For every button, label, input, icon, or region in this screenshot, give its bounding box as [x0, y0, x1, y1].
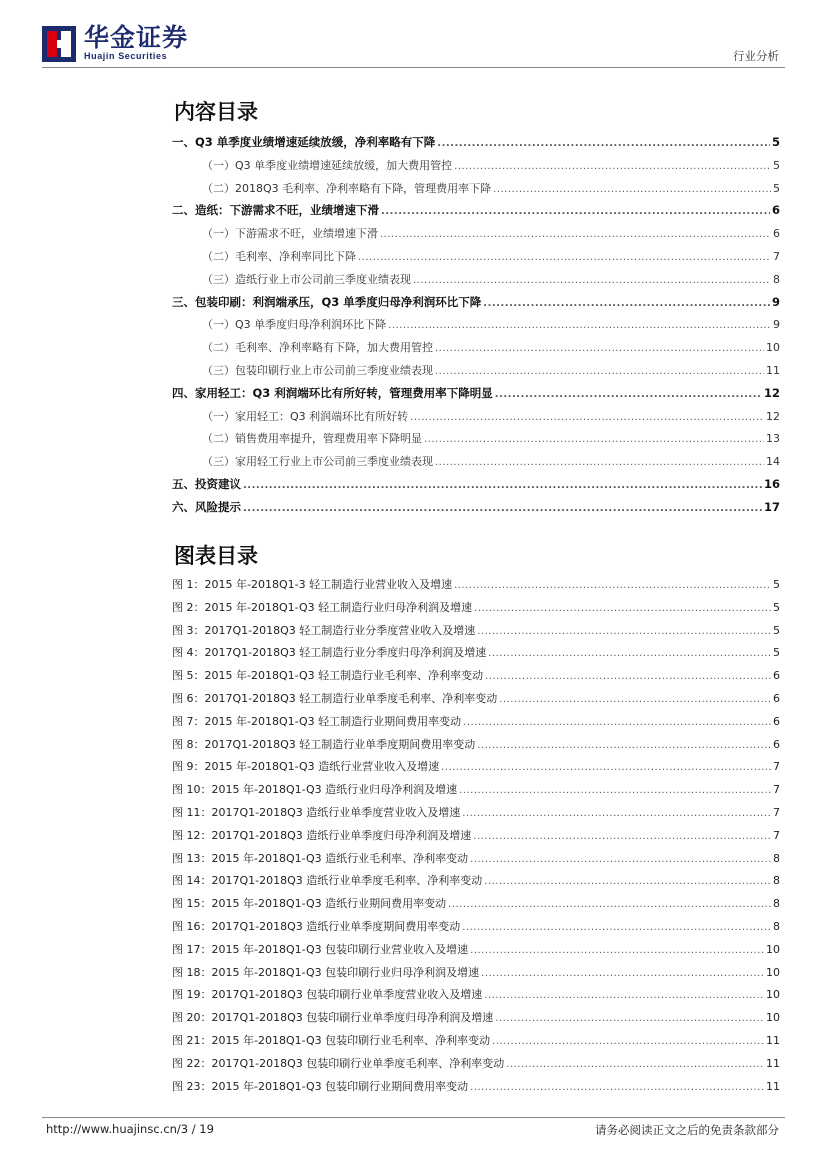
- dot-leader: [435, 366, 764, 377]
- toc-entry-text: （一）Q3 单季度归母净利润环比下降: [202, 318, 387, 332]
- dot-leader: [448, 899, 771, 910]
- dot-leader: [454, 161, 771, 172]
- toc-page-number: 8: [773, 874, 780, 888]
- dot-leader: [454, 580, 771, 591]
- report-category: 行业分析: [733, 49, 779, 63]
- toc-entry-text: （一）下游需求不旺，业绩增速下滑: [202, 227, 378, 241]
- toc-entry-text: 图 15：2015 年-2018Q1-Q3 造纸行业期间费用率变动: [172, 897, 447, 911]
- toc-page-number: 5: [773, 181, 780, 195]
- toc-entry-text: 图 8：2017Q1-2018Q3 轻工制造行业单季度期间费用率变动: [172, 737, 476, 751]
- dot-leader: [463, 717, 771, 728]
- huajin-logo-icon: [42, 26, 76, 62]
- toc-entry-text: 五、投资建议: [172, 476, 241, 491]
- toc-page-number: 6: [773, 691, 780, 705]
- figure-entry[interactable]: [172, 964, 780, 987]
- toc-entry-text: 六、风险提示: [172, 499, 241, 514]
- toc-page-number: 13: [766, 432, 780, 446]
- toc-page-number: 17: [763, 499, 780, 514]
- toc-page-number: 12: [763, 385, 780, 400]
- toc-page-number: 6: [771, 203, 780, 218]
- dot-leader: [470, 945, 764, 956]
- toc-page-number: 9: [771, 294, 780, 309]
- toc-page-number: 8: [773, 897, 780, 911]
- toc-entry-text: 图 3：2017Q1-2018Q3 轻工制造行业分季度营业收入及增速: [172, 623, 476, 637]
- dot-leader: [499, 694, 771, 705]
- dot-leader: [474, 603, 771, 614]
- figure-entry[interactable]: [172, 1009, 780, 1032]
- figure-entry[interactable]: [172, 804, 780, 827]
- toc-entry-text: 图 18：2015 年-2018Q1-Q3 包装印刷行业归母净利润及增速: [172, 965, 480, 979]
- toc-entry-text: （一）Q3 单季度业绩增速延续放缓，加大费用管控: [202, 158, 453, 172]
- toc-entry-text: 图 12：2017Q1-2018Q3 造纸行业单季度归母净利润及增速: [172, 828, 472, 842]
- toc-page-number: 10: [766, 1011, 780, 1025]
- figure-entry[interactable]: [172, 736, 780, 759]
- toc-entry-text: 图 1：2015 年-2018Q1-3 轻工制造行业营业收入及增速: [172, 578, 453, 591]
- contents-list: [172, 134, 780, 522]
- toc-entry-text: 图 11：2017Q1-2018Q3 造纸行业单季度营业收入及增速: [172, 805, 461, 819]
- toc-page-number: 5: [773, 158, 780, 172]
- dot-leader: [424, 434, 764, 445]
- figure-entry[interactable]: [172, 576, 780, 599]
- toc-page-number: 7: [773, 805, 780, 819]
- toc-page-number: 11: [766, 1079, 780, 1093]
- contents-entry[interactable]: [172, 453, 780, 476]
- toc-entry-text: （三）家用轻工行业上市公司前三季度业绩表现: [202, 455, 433, 469]
- toc-entry-text: 图 13：2015 年-2018Q1-Q3 造纸行业毛利率、净利率变动: [172, 851, 469, 865]
- toc-entry-text: （二）毛利率、净利率略有下降，加大费用管控: [202, 341, 433, 355]
- contents-entry[interactable]: [172, 157, 780, 180]
- dot-leader: [477, 626, 771, 637]
- dot-leader: [495, 389, 762, 400]
- figure-entry[interactable]: [172, 667, 780, 690]
- toc-entry-text: 图 10：2015 年-2018Q1-Q3 造纸行业归母净利润及增速: [172, 783, 458, 797]
- toc-page-number: 6: [773, 227, 780, 241]
- toc-page-number: 6: [773, 714, 780, 728]
- dot-leader: [485, 671, 771, 682]
- logo-chinese-name: 华金证券: [84, 23, 189, 52]
- dot-leader: [388, 320, 771, 331]
- contents-entry[interactable]: [172, 499, 780, 522]
- toc-page-number: 5: [773, 646, 780, 660]
- toc-entry-text: 图 19：2017Q1-2018Q3 包装印刷行业单季度营业收入及增速: [172, 988, 483, 1002]
- figure-entry[interactable]: [172, 781, 780, 804]
- toc-entry-text: 图 6：2017Q1-2018Q3 轻工制造行业单季度毛利率、净利率变动: [172, 691, 498, 705]
- dot-leader: [410, 412, 764, 423]
- dot-leader: [470, 1082, 764, 1093]
- toc-page-number: 8: [773, 272, 780, 286]
- figures-list: [172, 576, 780, 1100]
- footer-disclaimer: 请务必阅读正文之后的免责条款部分: [595, 1123, 779, 1137]
- toc-page-number: 11: [766, 363, 780, 377]
- dot-leader: [380, 229, 771, 240]
- toc-entry-text: （二）2018Q3 毛利率、净利率略有下降，管理费用率下降: [202, 181, 492, 195]
- page-header: [0, 0, 827, 72]
- toc-entry-text: 图 20：2017Q1-2018Q3 包装印刷行业单季度归母净利润及增速: [172, 1011, 494, 1025]
- dot-leader: [470, 854, 771, 865]
- figure-entry[interactable]: [172, 1078, 780, 1101]
- dot-leader: [358, 252, 771, 263]
- contents-entry[interactable]: [172, 316, 780, 339]
- figure-entry[interactable]: [172, 690, 780, 713]
- toc-page-number: 11: [766, 1033, 780, 1047]
- figures-title: 图表目录: [174, 544, 258, 568]
- toc-page-number: 6: [773, 669, 780, 683]
- contents-entry[interactable]: [172, 180, 780, 203]
- toc-page-number: 8: [773, 919, 780, 933]
- toc-page-number: 6: [773, 737, 780, 751]
- figure-entry[interactable]: [172, 941, 780, 964]
- dot-leader: [462, 808, 771, 819]
- dot-leader: [413, 275, 771, 286]
- contents-entry[interactable]: [172, 339, 780, 362]
- dot-leader: [477, 740, 771, 751]
- contents-entry[interactable]: [172, 476, 780, 499]
- contents-entry[interactable]: [172, 385, 780, 408]
- footer-url[interactable]: http://www.huajinsc.cn/3 / 19: [46, 1122, 214, 1136]
- toc-entry-text: 图 22：2017Q1-2018Q3 包装印刷行业单季度毛利率、净利率变动: [172, 1056, 505, 1070]
- toc-page-number: 14: [766, 455, 780, 469]
- toc-entry-text: 图 23：2015 年-2018Q1-Q3 包装印刷行业期间费用率变动: [172, 1079, 469, 1093]
- toc-entry-text: 一、Q3 单季度业绩增速延续放缓，净利率略有下降: [172, 135, 436, 149]
- figure-entry[interactable]: [172, 599, 780, 622]
- dot-leader: [473, 831, 771, 842]
- toc-page-number: 5: [773, 623, 780, 637]
- toc-entry-text: 图 7：2015 年-2018Q1-Q3 轻工制造行业期间费用率变动: [172, 714, 462, 728]
- figure-entry[interactable]: [172, 872, 780, 895]
- contents-entry[interactable]: [172, 248, 780, 271]
- toc-entry-text: 四、家用轻工：Q3 利润端环比有所好转，管理费用率下降明显: [172, 385, 493, 400]
- contents-entry[interactable]: [172, 294, 780, 317]
- contents-entry[interactable]: [172, 202, 780, 225]
- figure-entry[interactable]: [172, 758, 780, 781]
- toc-entry-text: （三）造纸行业上市公司前三季度业绩表现: [202, 272, 411, 286]
- toc-page-number: 8: [773, 851, 780, 865]
- footer-divider: [42, 1117, 785, 1118]
- toc-page-number: 7: [773, 828, 780, 842]
- figure-entry[interactable]: [172, 1032, 780, 1055]
- toc-entry-text: （二）毛利率、净利率同比下降: [202, 249, 356, 263]
- toc-page-number: 10: [766, 988, 780, 1002]
- toc-page-number: 10: [766, 341, 780, 355]
- figure-entry[interactable]: [172, 895, 780, 918]
- figure-entry[interactable]: [172, 1055, 780, 1078]
- toc-page-number: 10: [766, 942, 780, 956]
- dot-leader: [462, 922, 771, 933]
- dot-leader: [435, 343, 764, 354]
- dot-leader: [492, 1036, 764, 1047]
- toc-entry-text: 三、包装印刷：利润端承压，Q3 单季度归母净利润环比下降: [172, 294, 482, 309]
- toc-entry-text: （二）销售费用率提升，管理费用率下降明显: [202, 432, 422, 446]
- figure-entry[interactable]: [172, 850, 780, 873]
- contents-entry[interactable]: [172, 408, 780, 431]
- figure-entry[interactable]: [172, 622, 780, 645]
- toc-entry-text: （三）包装印刷行业上市公司前三季度业绩表现: [202, 363, 433, 377]
- toc-page-number: 5: [773, 600, 780, 614]
- toc-page-number: 7: [773, 760, 780, 774]
- logo-english-name: Huajin Securities: [84, 51, 168, 61]
- toc-page-number: 9: [773, 318, 780, 332]
- toc-page-number: 16: [763, 476, 780, 491]
- toc-entry-text: （一）家用轻工：Q3 利润端环比有所好转: [202, 409, 409, 423]
- toc-entry-text: 图 4：2017Q1-2018Q3 轻工制造行业分季度归母净利润及增速: [172, 646, 487, 660]
- toc-page-number: 5: [773, 578, 780, 591]
- toc-page-number: 5: [771, 135, 780, 149]
- toc-entry-text: 图 5：2015 年-2018Q1-Q3 轻工制造行业毛利率、净利率变动: [172, 669, 484, 683]
- dot-leader: [435, 457, 764, 468]
- toc-page-number: 7: [773, 249, 780, 263]
- dot-leader: [441, 762, 771, 773]
- toc-entry-text: 图 14：2017Q1-2018Q3 造纸行业单季度毛利率、净利率变动: [172, 874, 483, 888]
- figure-entry[interactable]: [172, 827, 780, 850]
- figure-entry[interactable]: [172, 713, 780, 736]
- contents-entry[interactable]: [172, 134, 780, 157]
- toc-page-number: 11: [766, 1056, 780, 1070]
- dot-leader: [484, 876, 771, 887]
- toc-page-number: 10: [766, 965, 780, 979]
- dot-leader: [488, 648, 771, 659]
- toc-entry-text: 图 21：2015 年-2018Q1-Q3 包装印刷行业毛利率、净利率变动: [172, 1033, 491, 1047]
- toc-entry-text: 图 16：2017Q1-2018Q3 造纸行业单季度期间费用率变动: [172, 919, 461, 933]
- contents-title: 内容目录: [174, 100, 258, 124]
- figure-entry[interactable]: [172, 918, 780, 941]
- toc-page-number: 7: [773, 783, 780, 797]
- figure-entry[interactable]: [172, 644, 780, 667]
- header-divider: [42, 67, 785, 68]
- dot-leader: [243, 503, 762, 514]
- contents-entry[interactable]: [172, 430, 780, 453]
- dot-leader: [381, 206, 770, 217]
- contents-entry[interactable]: [172, 362, 780, 385]
- toc-entry-text: 图 9：2015 年-2018Q1-Q3 造纸行业营业收入及增速: [172, 760, 440, 774]
- toc-entry-text: 图 2：2015 年-2018Q1-Q3 轻工制造行业归母净利润及增速: [172, 600, 473, 614]
- dot-leader: [437, 138, 770, 149]
- dot-leader: [483, 298, 770, 309]
- dot-leader: [484, 990, 764, 1001]
- dot-leader: [495, 1013, 764, 1024]
- contents-entry[interactable]: [172, 271, 780, 294]
- figure-entry[interactable]: [172, 986, 780, 1009]
- contents-entry[interactable]: [172, 225, 780, 248]
- toc-page-number: 12: [766, 409, 780, 423]
- dot-leader: [243, 480, 762, 491]
- dot-leader: [481, 968, 764, 979]
- dot-leader: [506, 1059, 764, 1070]
- dot-leader: [459, 785, 771, 796]
- toc-entry-text: 二、造纸：下游需求不旺，业绩增速下滑: [172, 203, 379, 218]
- toc-entry-text: 图 17：2015 年-2018Q1-Q3 包装印刷行业营业收入及增速: [172, 942, 469, 956]
- dot-leader: [493, 184, 771, 195]
